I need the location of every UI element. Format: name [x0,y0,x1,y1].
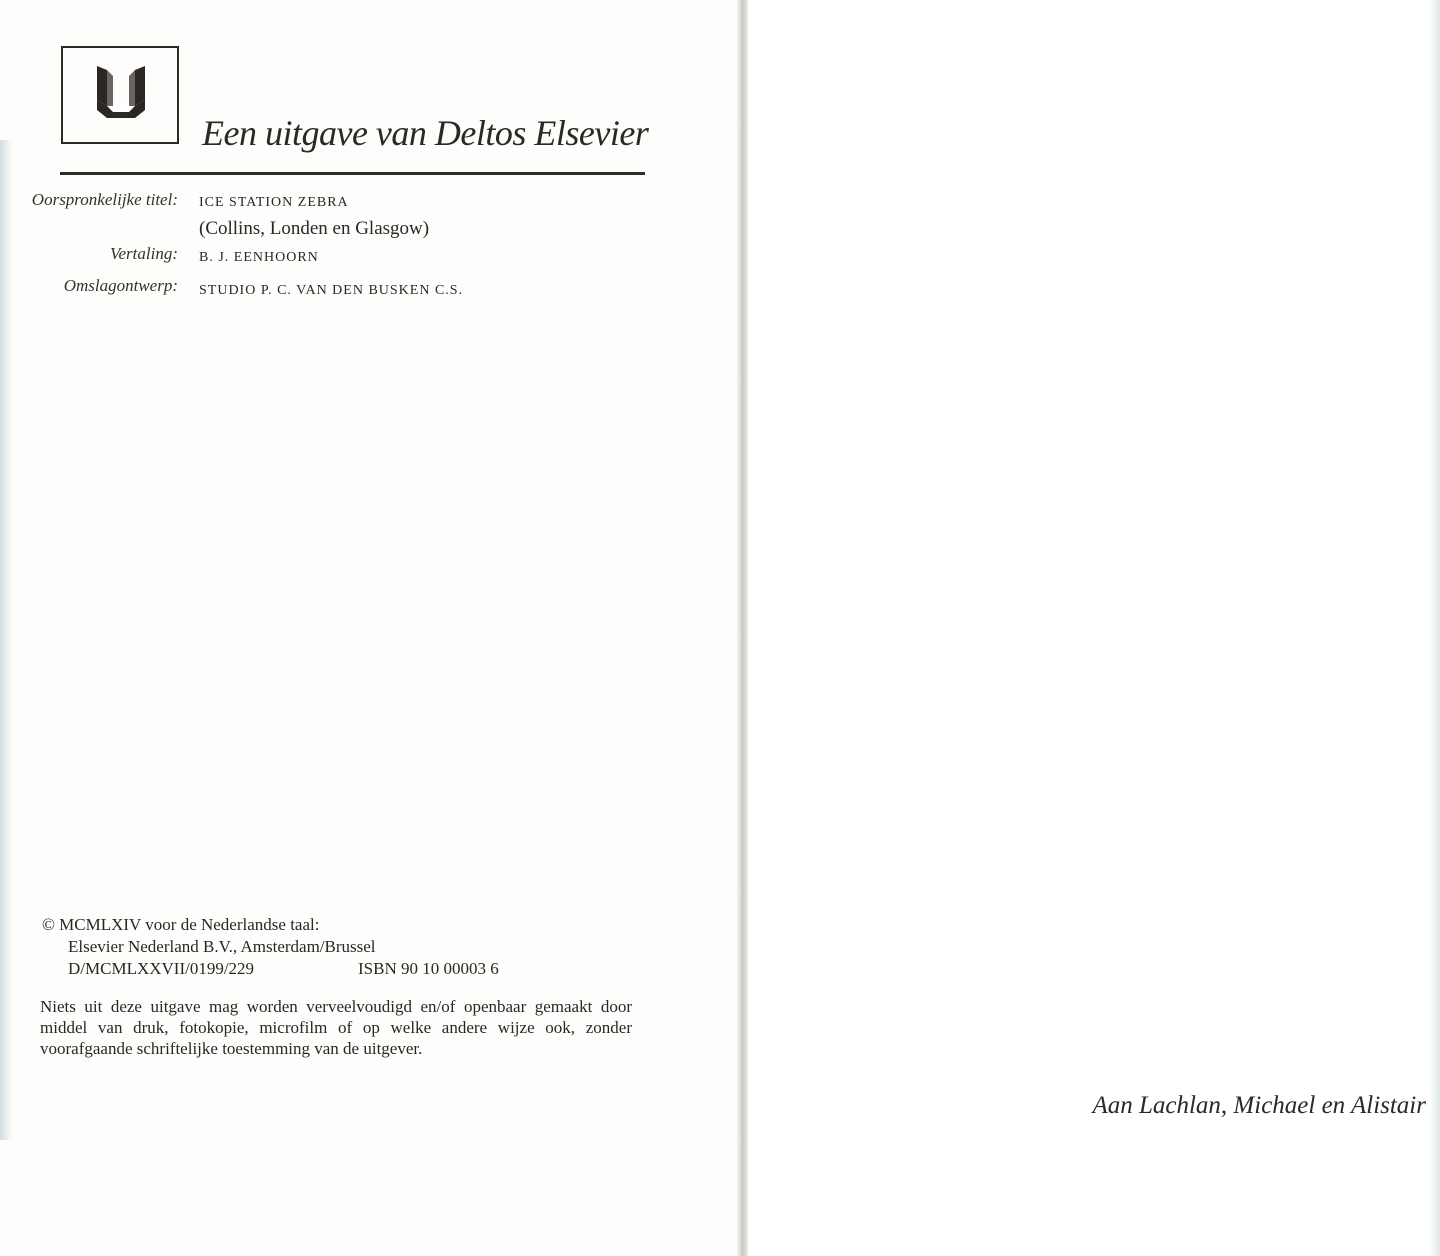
book-gutter [736,0,748,1256]
credit-value: ICE STATION ZEBRA [199,195,349,210]
page-edge-shadow [1430,0,1440,1256]
deposit-line [42,958,499,980]
credit-label: Oorspronkelijke titel: [31,190,178,209]
credit-label: Vertaling: [110,244,178,263]
divider-rule [60,172,645,175]
credit-value: B. J. EENHOORN [199,250,319,265]
isbn: ISBN 90 10 00003 6 [358,959,499,978]
copyright-block [42,914,499,980]
credit-cover-design [0,276,600,302]
publisher-line: Elsevier Nederland B.V., Amsterdam/Brussel [68,937,376,956]
deposit-number: D/MCMLXXVII/0199/229 [68,959,255,978]
credit-publisher: (Collins, Londen en Glasgow) [199,218,430,239]
credit-translation [0,244,600,270]
credit-value: STUDIO P. C. VAN DEN BUSKEN C.S. [199,283,464,298]
right-page [748,0,1440,1256]
credit-original-title [0,190,600,250]
publisher-imprint: Een uitgave van Deltos Elsevier [202,113,649,153]
copyright-line: © MCMLXIV voor de Nederlandse taal: [42,915,320,934]
rights-notice: Niets uit deze uitgave mag worden verveelvoudigd en/of openbaar gemaakt door middel van druk, fotokopie, microfilm of op welke andere wijze ook, zonder voorafgaande schriftelijke toestemming van de uitgever. [40,997,632,1058]
publisher-logo-icon [61,46,179,144]
credit-label: Omslagontwerp: [63,276,178,295]
dedication: Aan Lachlan, Michael en Alistair [1092,1092,1426,1119]
